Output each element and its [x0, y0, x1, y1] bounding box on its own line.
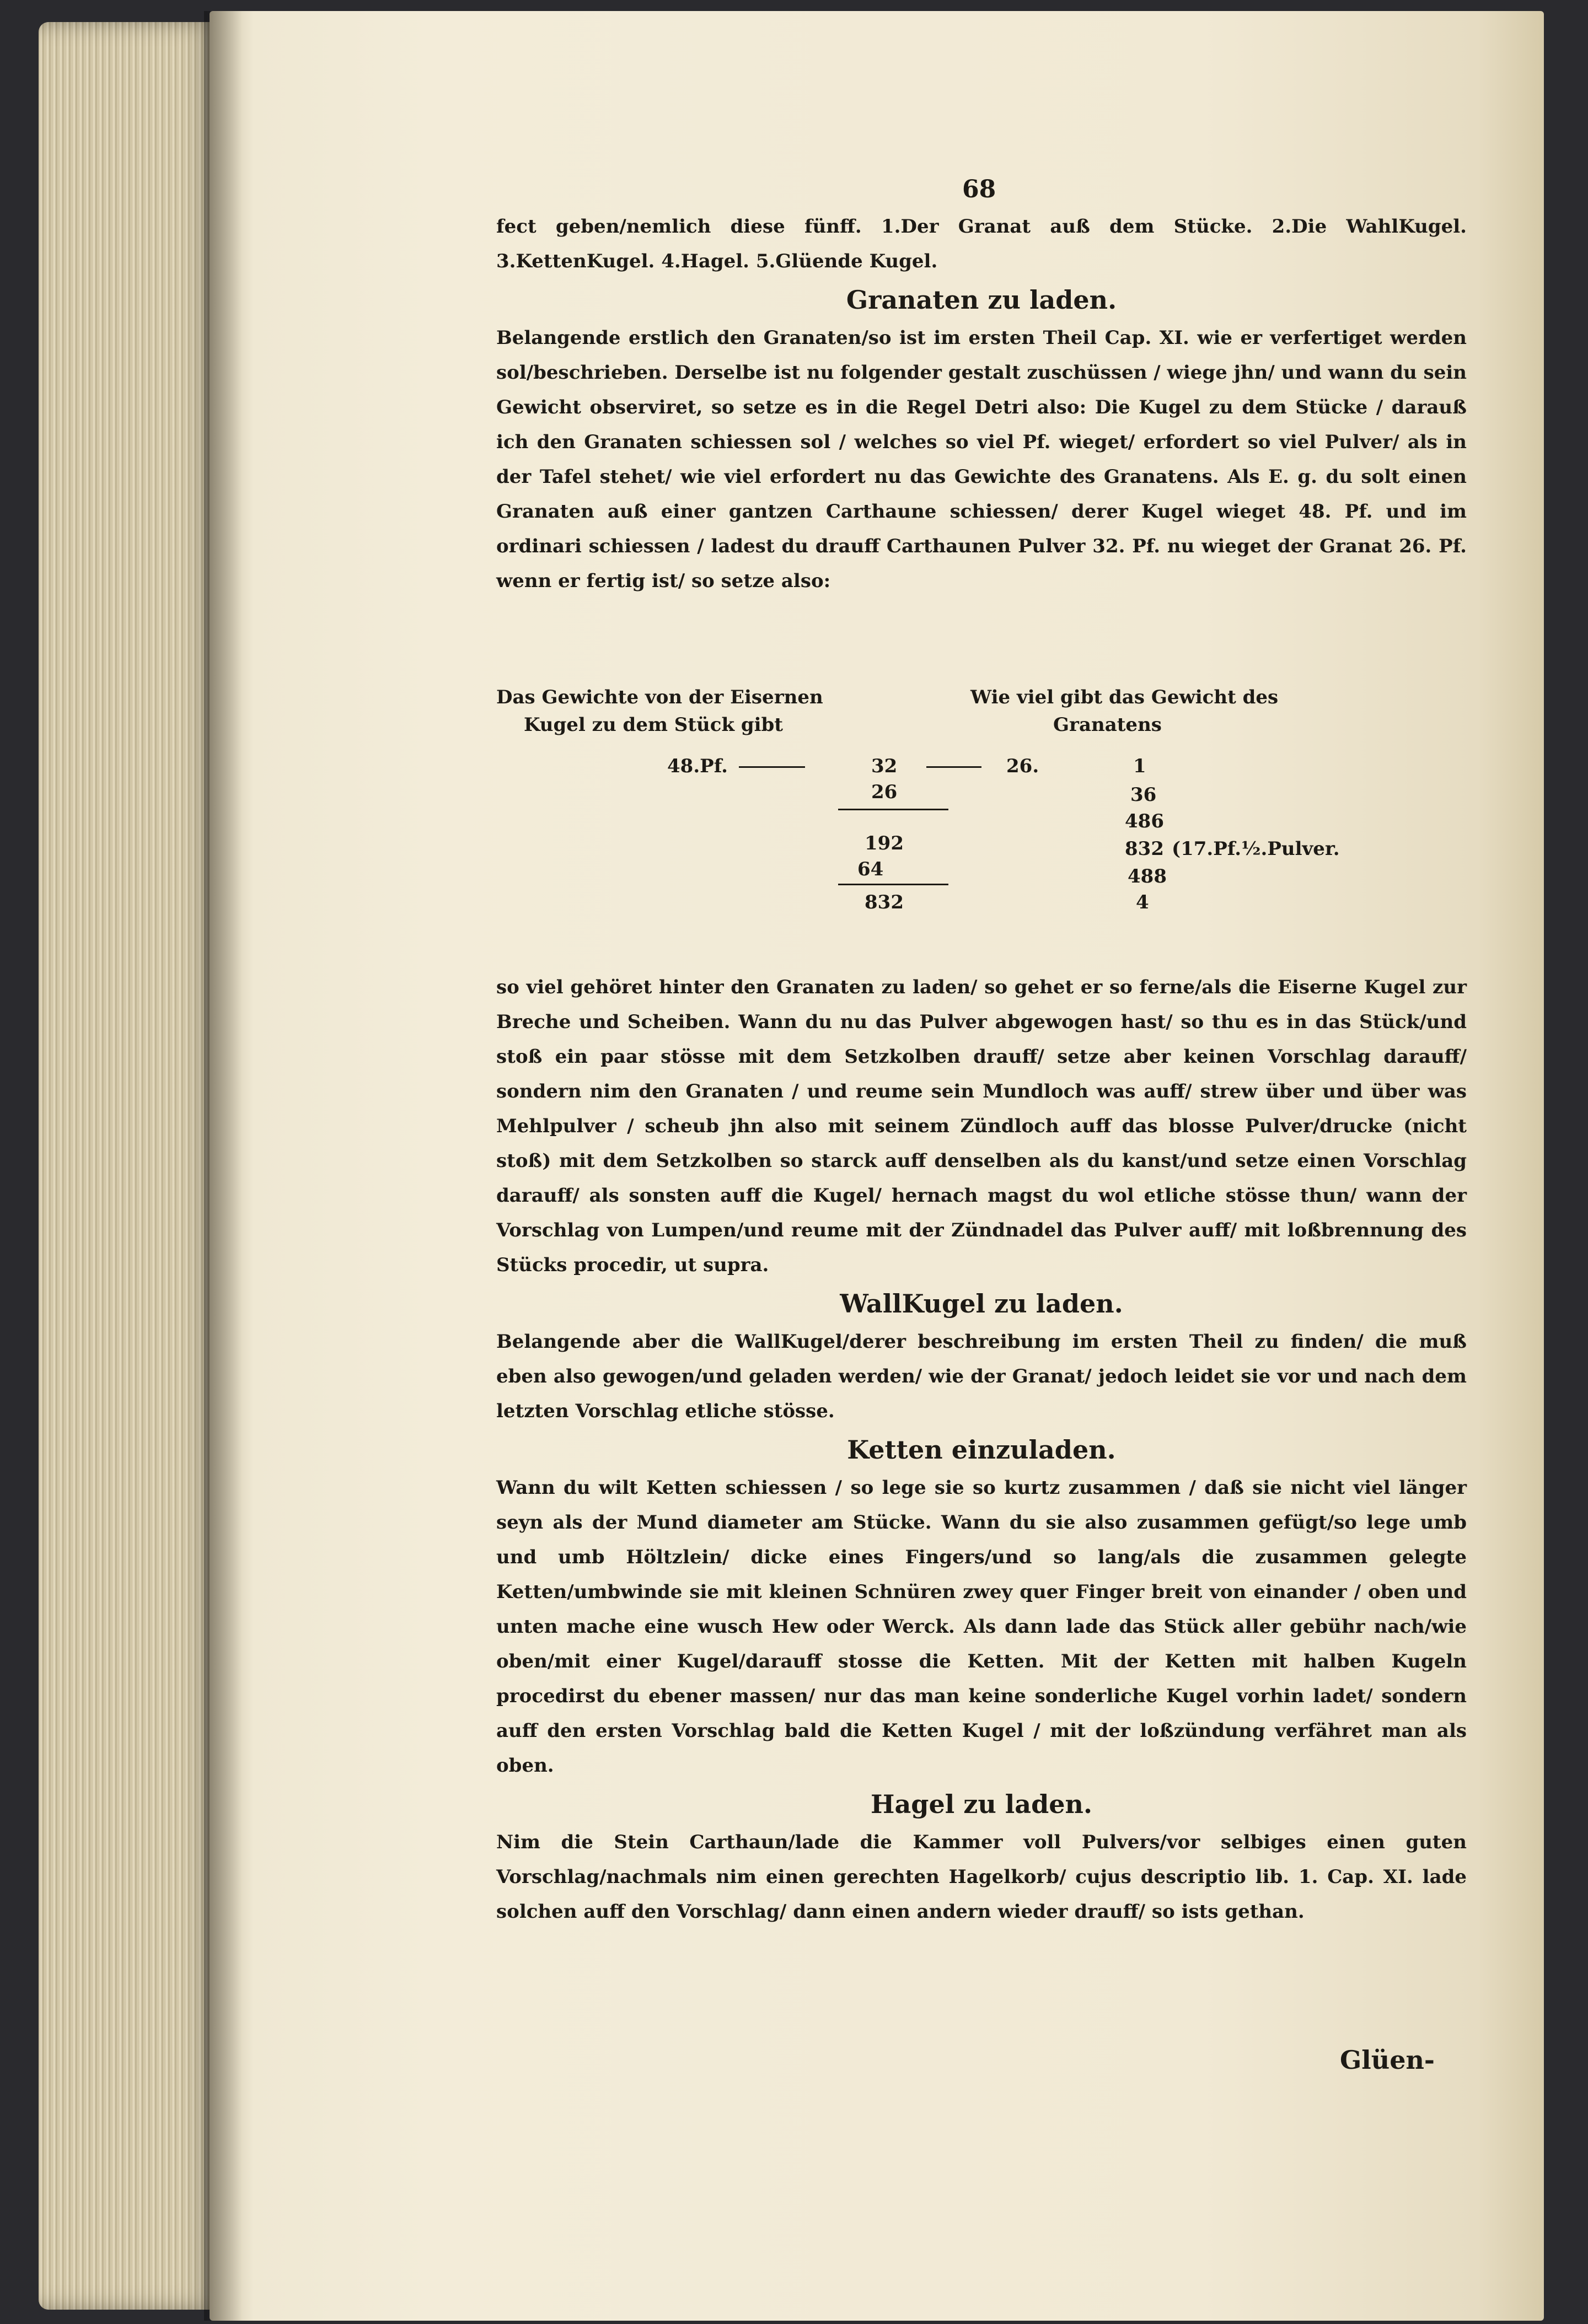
calc-division-6: 4: [1136, 891, 1149, 913]
calc-rule-2: [838, 884, 948, 885]
heading-hagel: Hagel zu laden.: [871, 1789, 1092, 1819]
catchword: Glüen-: [1340, 2045, 1435, 2075]
calc-dash-2: [926, 766, 981, 768]
calc-value-a: 48.Pf.: [667, 755, 728, 777]
calc-label-left-2: Kugel zu dem Stück gibt: [524, 714, 784, 736]
calc-result: (17.Pf.½.Pulver.: [1172, 838, 1340, 860]
calc-division-2: 36: [1130, 784, 1157, 806]
after-calc-paragraph: so viel gehöret hinter den Granaten zu laden/ so gehet er so ferne/als die Eiserne Kugel zur Breche und Scheiben. Wann du nu das Pulver abgewogen hast/ so thu es in das Stück/und stoß ein paar stösse mit dem Setzkolben drauff/ setze aber keinen Vorschlag darauff/ sondern nim den Granaten / und reume sein Mundloch was auff/ strew über und über was Mehlpulver / scheub jhn also mit seinem Zündloch auff das blosse Pulver/drucke (nicht stoß) mit dem Setzkolben so starck auff denselben als du kanst/und setze einen Vorschlag darauff/ als sonsten auff die Kugel/ hernach magst du wol etliche stösse thun/ wann der Vorschlag von Lumpen/und reume mit der Zündnadel das Pulver auff/ mit loßbrennung des Stücks procedir, ut supra.: [496, 976, 1467, 1276]
calc-division-1: 1: [1133, 755, 1146, 777]
heading-granaten: Granaten zu laden.: [846, 285, 1117, 315]
text-block: [496, 176, 1467, 599]
calc-division-5: 488: [1128, 865, 1167, 887]
rule-of-three-calculation: [496, 686, 1467, 962]
page-number: 68: [962, 175, 996, 203]
calc-rule-1: [838, 809, 948, 810]
calc-partial-2: 64: [857, 858, 884, 880]
calc-product: 832: [865, 891, 904, 913]
calc-dash-1: [739, 766, 805, 768]
calc-label-right-1: Wie viel gibt das Gewicht des: [970, 686, 1279, 708]
page-edges: [39, 22, 221, 2310]
calc-multiplier: 26: [871, 781, 898, 803]
calc-label-left-1: Das Gewichte von der Eisernen: [496, 686, 823, 708]
gutter-shadow: [204, 11, 243, 2321]
granaten-paragraph: Belangende erstlich den Granaten/so ist im ersten Theil Cap. XI. wie er verfertiget werden sol/beschrieben. Derselbe ist nu folgender gestalt zuschüssen / wiege jhn/ und wann du sein Gewicht observiret, so setze es in die Regel Detri also: Die Kugel zu dem Stücke / darauß ich den Granaten schiessen sol / welches so viel Pf. wieget/ erfordert so viel Pulver/ als in der Tafel stehet/ wie viel erfordert nu das Gewichte des Granatens. Als E. g. du solt einen Granaten auß einer gantzen Carthaune schiessen/ derer Kugel wieget 48. Pf. und im ordinari schiessen / ladest du drauff Carthaunen Pulver 32. Pf. nu wieget der Granat 26. Pf. wenn er fertig ist/ so setze also:: [496, 327, 1467, 592]
calc-value-b: 32: [871, 755, 898, 777]
wallkugel-paragraph: Belangende aber die WallKugel/derer beschreibung im ersten Theil zu finden/ die muß eben also gewogen/und geladen werden/ wie der Granat/ jedoch leidet sie vor und nach dem letzten Vorschlag etliche stösse.: [496, 1331, 1467, 1422]
calc-division-4: 832: [1125, 838, 1164, 860]
calc-value-c: 26.: [1006, 755, 1039, 777]
text-block-continued: [496, 970, 1467, 1929]
heading-wallkugel: WallKugel zu laden.: [840, 1289, 1123, 1319]
calc-partial-1: 192: [865, 832, 904, 854]
intro-text: fect geben/nemlich diese fünff. 1.Der Granat auß dem Stücke. 2.Die WahlKugel. 3.KettenKugel. 4.Hagel. 5.Glüende Kugel.: [496, 216, 1467, 272]
calc-label-right-2: Granatens: [1053, 714, 1162, 736]
ketten-paragraph: Wann du wilt Ketten schiessen / so lege sie so kurtz zusammen / daß sie nicht viel länger seyn als der Mund diameter am Stücke. Wann du sie also zusammen gefügt/so lege umb und umb Höltzlein/ dicke eines Fingers/und so lang/als die zusammen gelegte Ketten/umbwinde sie mit kleinen Schnüren zwey quer Finger breit von einander / oben und unten mache eine wusch Hew oder Werck. Als dann lade das Stück aller gebühr nach/wie oben/mit einer Kugel/darauff stosse die Ketten. Mit der Ketten mit halben Kugeln procedirst du ebener massen/ nur das man keine sonderliche Kugel vorhin ladet/ sondern auff den ersten Vorschlag bald die Ketten Kugel / mit der loßzündung verfähret man als oben.: [496, 1477, 1467, 1777]
hagel-paragraph: Nim die Stein Carthaun/lade die Kammer voll Pulvers/vor selbiges einen guten Vorschlag/nachmals nim einen gerechten Hagelkorb/ cujus descriptio lib. 1. Cap. XI. lade solchen auff den Vorschlag/ dann einen andern wieder drauff/ so ists gethan.: [496, 1831, 1467, 1923]
calc-division-3: 486: [1125, 810, 1164, 832]
heading-ketten: Ketten einzuladen.: [847, 1435, 1116, 1465]
